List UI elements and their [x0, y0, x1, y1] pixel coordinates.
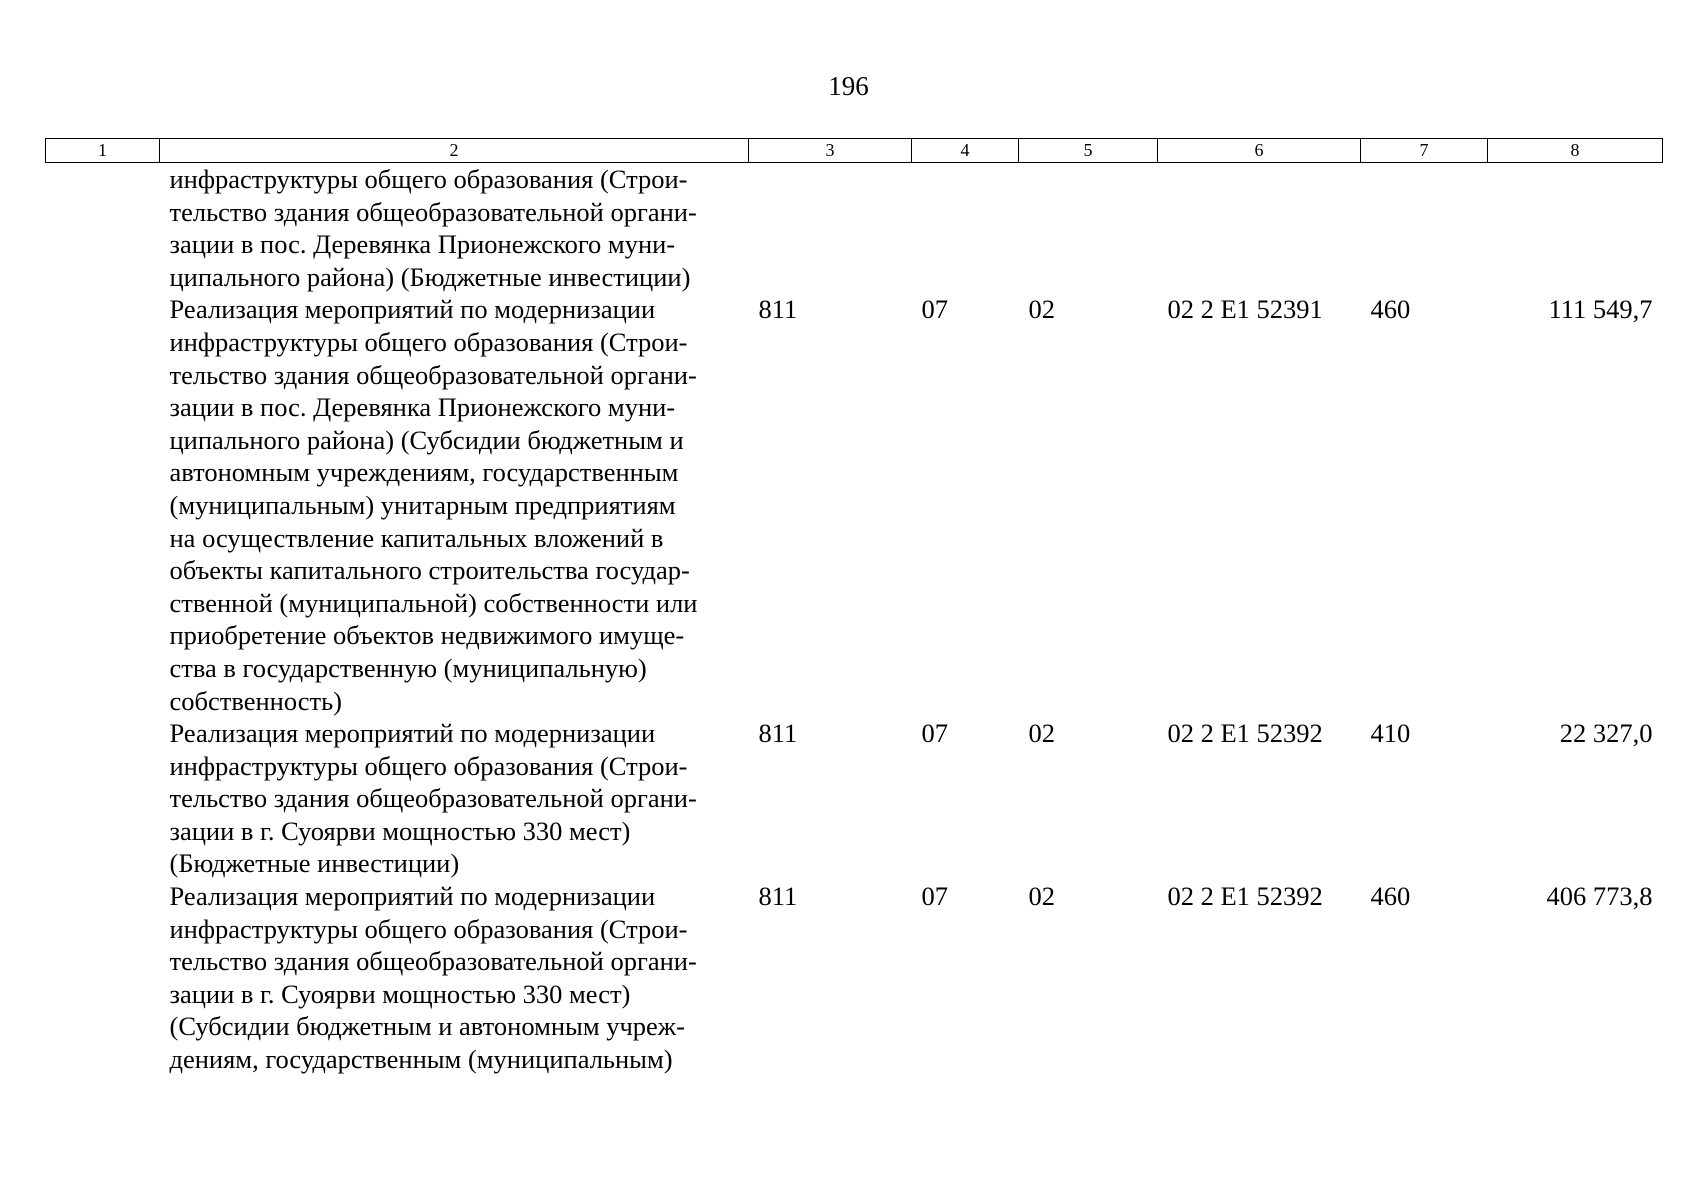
row-col4 [912, 163, 1019, 294]
row-col3: 811 [758, 294, 798, 325]
column-header-4: 4 [912, 139, 1019, 163]
row-col6 [1158, 163, 1361, 294]
row-description: инфраструктуры общего образования (Строи- тельство здания общеобразовательной органи- зации в пос. Деревянка Прионежского муни- ципального района) (Бюджетные инвестиции) [169, 164, 697, 292]
row-col6: 02 2 E1 52391 [1167, 294, 1323, 325]
row-col4: 07 [921, 881, 948, 912]
column-header-5: 5 [1019, 139, 1158, 163]
row-col1 [46, 880, 160, 1076]
row-col8: 406 773,8 [1546, 881, 1653, 912]
row-col8: 22 327,0 [1559, 718, 1653, 749]
column-header-1: 1 [46, 139, 160, 163]
row-col4: 07 [921, 718, 948, 749]
row-col5: 02 [1028, 718, 1055, 749]
row-col1 [46, 717, 160, 880]
table-row [46, 880, 1663, 1076]
row-col7: 410 [1370, 718, 1411, 749]
column-number-header-row [46, 139, 1663, 163]
column-header-6: 6 [1158, 139, 1361, 163]
row-col3 [749, 163, 912, 294]
row-col6: 02 2 E1 52392 [1167, 881, 1323, 912]
column-header-8: 8 [1488, 139, 1663, 163]
table-row [46, 717, 1663, 880]
row-description: Реализация мероприятий по модернизации инфраструктуры общего образования (Строи- тельство здания общеобразовательной органи- зации в г. Суоярви мощностью 330 мест) (Субсидии бюджетным и автономным учреж- дениям, государственным (муниципальным) [169, 881, 697, 1075]
column-header-2: 2 [160, 139, 749, 163]
row-col7: 460 [1370, 294, 1411, 325]
column-header-3: 3 [749, 139, 912, 163]
row-col3: 811 [758, 718, 798, 749]
row-col1 [46, 163, 160, 294]
row-col3: 811 [758, 881, 798, 912]
row-col4: 07 [921, 294, 948, 325]
row-col5: 02 [1028, 294, 1055, 325]
row-col1 [46, 293, 160, 717]
row-col5 [1019, 163, 1158, 294]
row-col5: 02 [1028, 881, 1055, 912]
column-header-7: 7 [1361, 139, 1488, 163]
row-col8 [1488, 163, 1663, 294]
row-description: Реализация мероприятий по модернизации инфраструктуры общего образования (Строи- тельство здания общеобразовательной органи- зации в пос. Деревянка Прионежского муни- ципального района) (Субсидии бюджетным и автономным учреждениям, государственным (муниципальным) унитарным предприятиям на осуществление капитальных вложений в объекты капитального строительства государ- ственной (муниципальной) собственности или приобретение объектов недвижимого имуще- ства в государственную (муниципальную) собственность) [169, 294, 698, 716]
row-col7: 460 [1370, 881, 1411, 912]
page-number: 196 [828, 71, 869, 101]
row-description: Реализация мероприятий по модернизации инфраструктуры общего образования (Строи- тельство здания общеобразовательной органи- зации в г. Суоярви мощностью 330 мест) (Бюджетные инвестиции) [169, 718, 697, 879]
table-row [46, 293, 1663, 717]
row-col7 [1361, 163, 1488, 294]
row-col6: 02 2 E1 52392 [1167, 718, 1323, 749]
budget-table [45, 138, 1663, 1076]
row-col8: 111 549,7 [1548, 294, 1653, 325]
table-row [46, 163, 1663, 294]
